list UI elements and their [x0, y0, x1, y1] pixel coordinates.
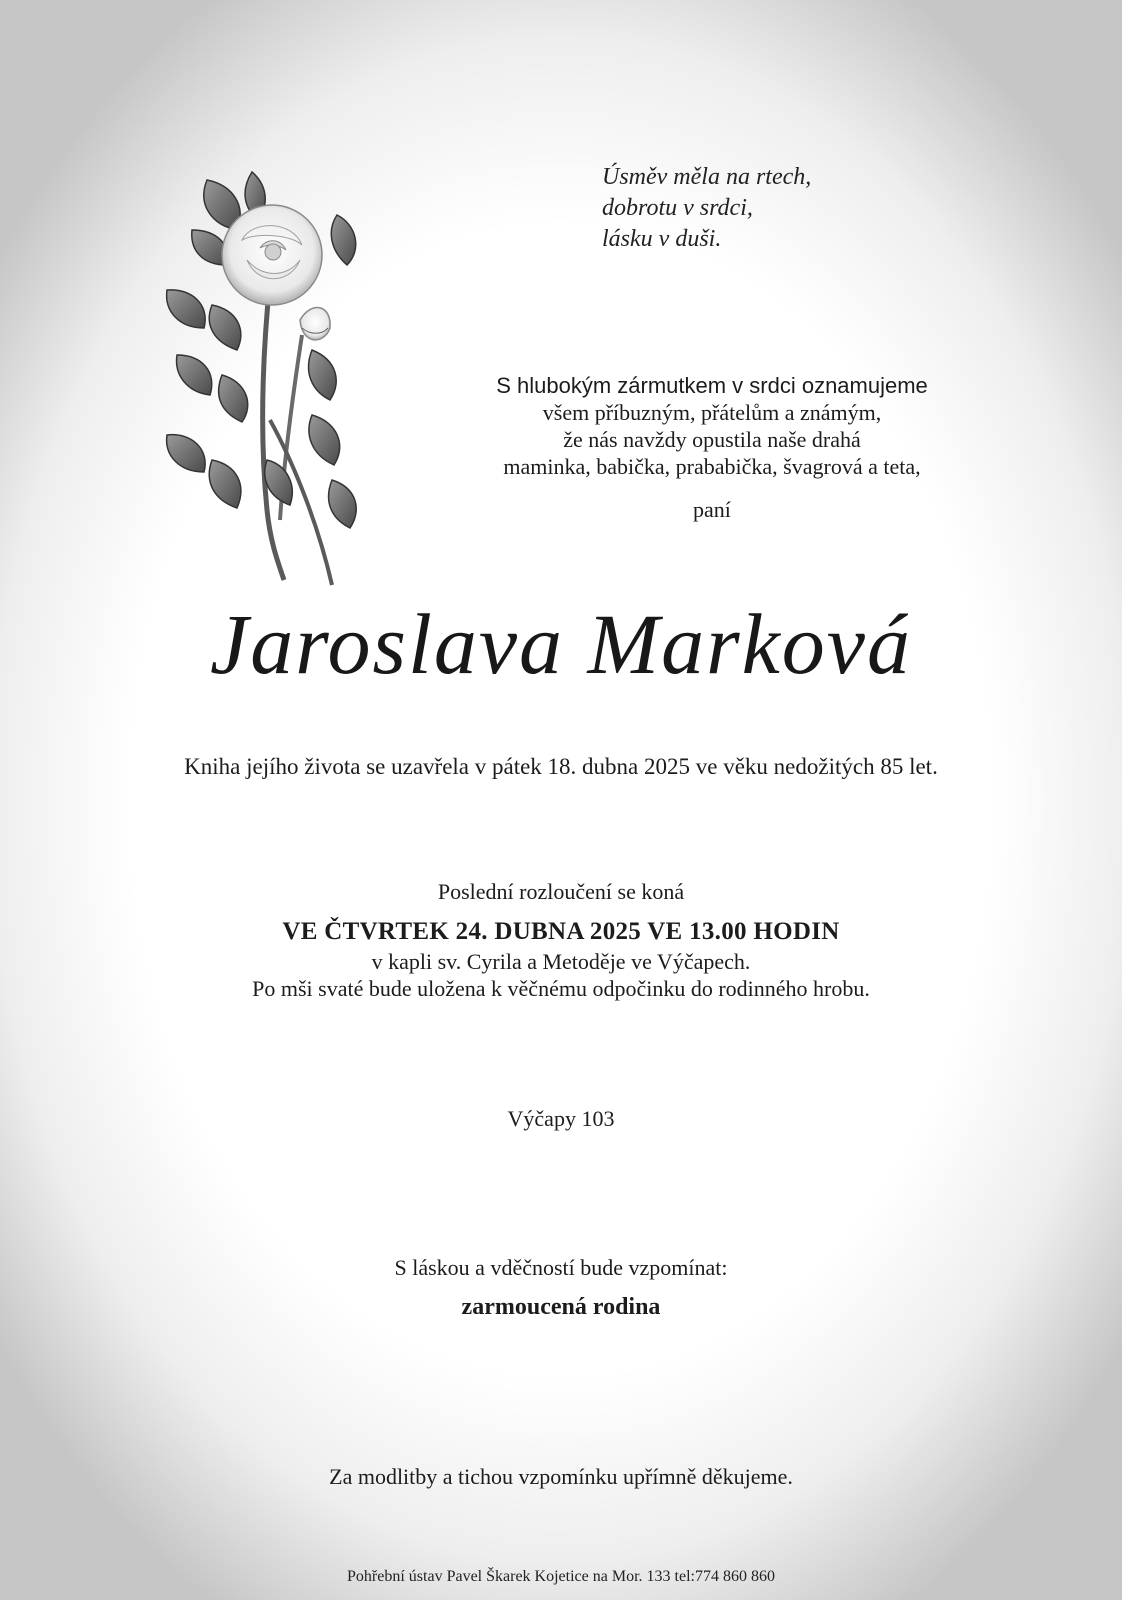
announcement-line: S hlubokým zármutkem v srdci oznamujeme	[496, 373, 928, 398]
remembrance-text: S láskou a vděčností bude vzpomínat:	[394, 1255, 728, 1280]
funeral-burial: Po mši svaté bude uložena k věčnému odpočinku do rodinného hrobu.	[252, 976, 870, 1001]
thanks-text: Za modlitby a tichou vzpomínku upřímně děkujeme.	[329, 1464, 793, 1489]
motto-line: lásku v duši.	[602, 226, 722, 252]
address: Výčapy 103	[507, 1106, 615, 1131]
announcement-line: všem příbuzným, přátelům a známým,	[542, 400, 882, 425]
motto-line: dobrotu v srdci,	[602, 195, 753, 221]
announcement-line: že nás navždy opustila naše drahá	[563, 427, 861, 452]
family-signature: zarmoucená rodina	[461, 1294, 661, 1320]
motto	[602, 162, 811, 255]
motto-line: Úsměv měla na rtech,	[602, 164, 812, 190]
funeral-details	[0, 878, 1122, 1002]
rose-icon	[152, 160, 382, 600]
deceased-name: Jaroslava Marková	[210, 596, 912, 692]
funeral-home-footer: Pohřební ústav Pavel Škarek Kojetice na Mor. 133 tel:774 860 860	[347, 1568, 775, 1585]
funeral-place: v kapli sv. Cyrila a Metoděje ve Výčapech.	[371, 949, 751, 974]
announcement	[470, 372, 954, 480]
announcement-line: maminka, babička, prababička, švagrová a teta,	[503, 454, 921, 479]
salutation: paní	[693, 497, 731, 522]
life-statement: Kniha jejího života se uzavřela v pátek 18. dubna 2025 ve věku nedožitých 85 let.	[184, 754, 938, 779]
funeral-datetime: VE ČTVRTEK 24. DUBNA 2025 VE 13.00 HODIN	[282, 918, 840, 945]
funeral-intro: Poslední rozloučení se koná	[437, 879, 685, 904]
